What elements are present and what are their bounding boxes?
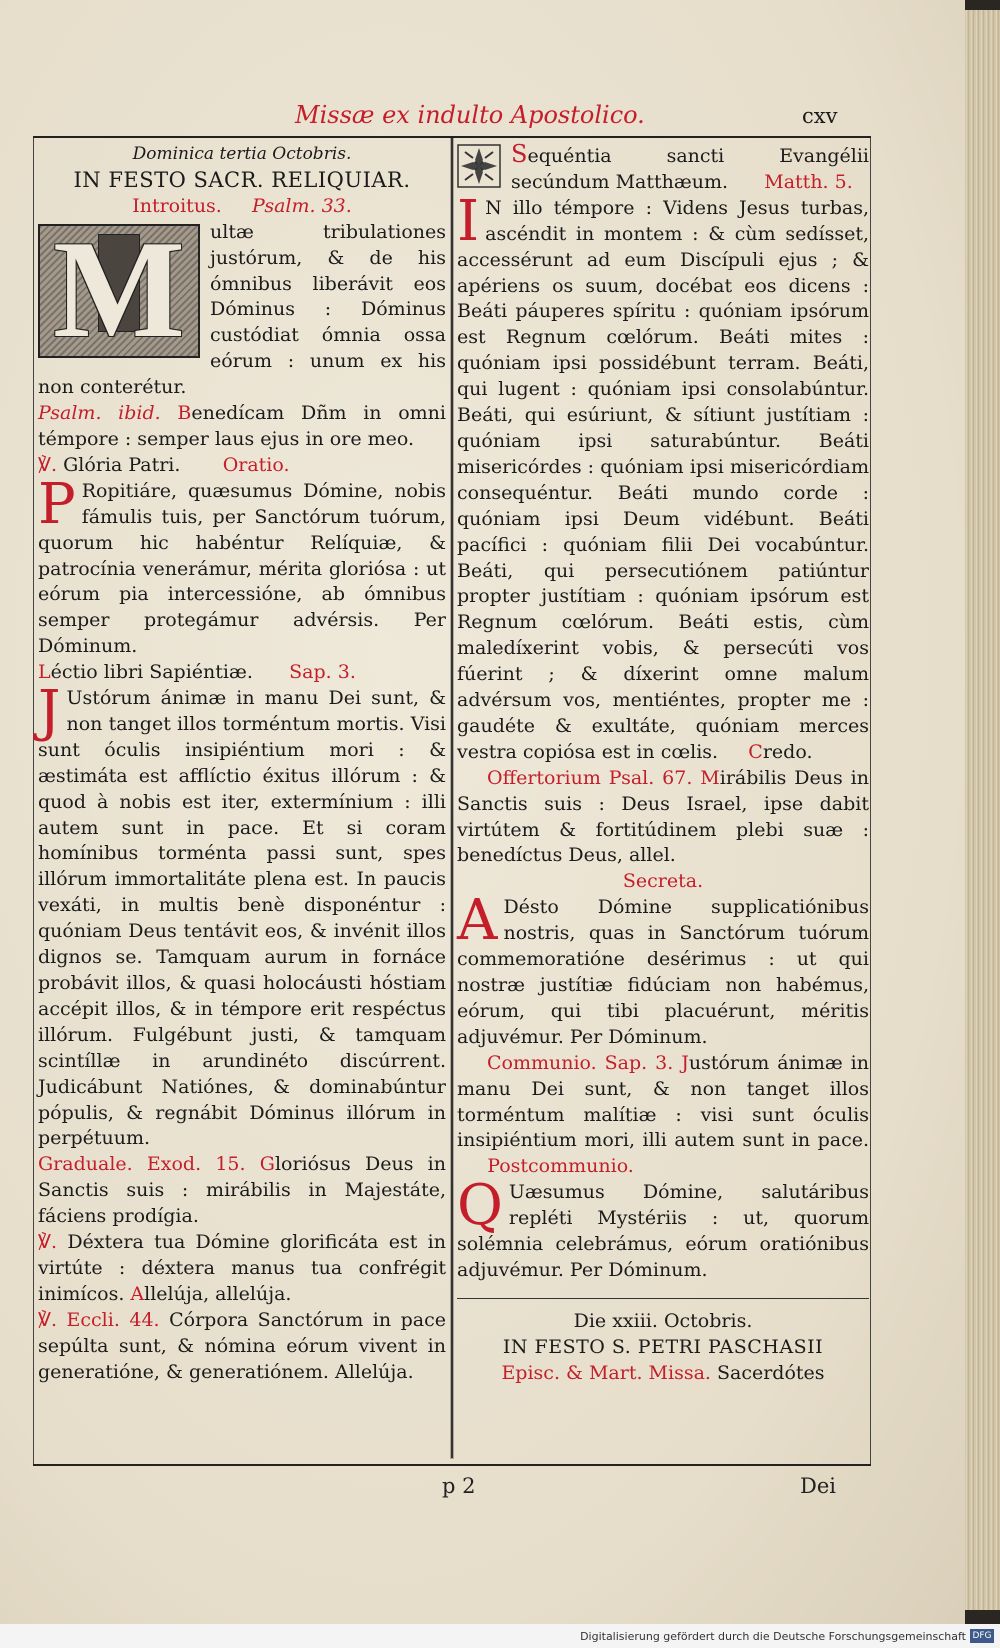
secreta-label: Secreta. (622, 870, 704, 893)
graduale-text: loriósus Deus in Sanctis suis : mirábilis in Majestáte, fáciens prodígia. (38, 1153, 446, 1228)
versicle-mark: ℣. (38, 453, 58, 476)
secreta-dropcap: A (457, 888, 498, 954)
postcommunio-paragraph (457, 1173, 869, 1284)
lectio-heading (38, 660, 446, 686)
secreta-text: Désto Dómine supplicatiónibus nostris, quas in Sanctórum tuórum commemoratióne desérimus : ut qui nostræ justítiæ fidúciam non habémus, eórum, qui tibi placuérunt, méritis adjuvémur. Per Dóminum. (457, 896, 869, 1048)
alleluia-text: llelúja, allelúja. (144, 1282, 292, 1305)
dfg-logo-icon: DFG (970, 1629, 994, 1643)
next-date: Die xxiii. Octobris. (573, 1309, 753, 1332)
psalm-line (38, 401, 446, 453)
psalm-ref: Psalm. ibid. (38, 402, 161, 425)
next-sub-line (457, 1361, 869, 1387)
signature-mark: p 2 (442, 1474, 476, 1498)
gloria-line (38, 453, 446, 479)
right-column (457, 142, 869, 1387)
feast-title: IN FESTO SACR. RELIQUIAR. (73, 167, 411, 192)
graduale-cap: G (259, 1153, 275, 1176)
frame-left-rule (33, 138, 34, 1466)
catchword: Dei (800, 1474, 836, 1498)
gospel-ref: Matth. 5. (764, 170, 853, 193)
subheading: Dominica tertia Octobris. (132, 144, 352, 164)
frame-bottom-rule (33, 1464, 871, 1466)
communio-paragraph (457, 1051, 869, 1181)
versicle2-mark: ℣. (38, 1231, 58, 1254)
communio-cap: J (681, 1051, 689, 1074)
digitization-credit-bar (0, 1624, 1000, 1648)
postcommunio-text: Uæsumus Dómine, salutáribus repléti Mystériis : ut, quorum solémnia celebrámus, eórum oratiónibus adjuvémur. Per Dóminum. (457, 1181, 869, 1281)
frame-right-rule (870, 138, 871, 1466)
gloria-text: Glória Patri. (63, 453, 181, 476)
gospel-cap: S (511, 140, 528, 168)
offertorium-text: irábilis Deus in Sanctis suis : Deus Israel, ipse dabit virtútem & fortitúdinem plebi suæ : benedíctus Deus, allel. (457, 766, 869, 867)
lectio-ref: Sap. 3. (289, 661, 356, 684)
lectio-text: Ustórum ánimæ in manu Dei sunt, & non tanget illos torméntum mortis. Visi sunt óculis insipiéntium mori : & æstimáta est afflíctio éxitus illórum : & quod à nobis est iter, extermínium : illi autem sunt in pace. Et si coram homínibus torménta passi sunt, spes illórum immortalitáte plena est. In paucis vexáti, in multis benè disponéntur : quóniam Deus tentávit eos, & invénit illos dignos se. Tamquam aurum in fornáce probávit illos, & quasi holocáusti hóstiam accépit illos, & in témpore erit respéctus illórum. Fulgébunt justi, & tamquam scintíllæ in arundinéto discúrrent. Judicábunt Natiónes, & dominabúntur pópulis, & regnábit Dóminus illórum in perpétuum. (38, 687, 446, 1150)
versicle2-text: Déxtera tua Dómine glorificáta est in virtúte : déxtera manus tua confrégit inimícos. (38, 1231, 446, 1305)
section-rule (457, 1298, 869, 1299)
lectio-dropcap: J (38, 679, 61, 745)
gospel-intro-text: equéntia sancti Evangélii secúndum Matthæum. (511, 145, 869, 193)
offertorium-paragraph (457, 766, 869, 870)
introitus-label: Introitus. (132, 194, 222, 217)
page-edge (965, 10, 1000, 1610)
page-number: cxv (802, 104, 838, 128)
psalm-text: enedícam Dñm in omni témpore : semper laus ejus in ore meo. (38, 402, 446, 450)
versicle3-ref: ℣. Eccli. 44. (38, 1308, 160, 1331)
credit-text: Digitalisierung gefördert durch die Deutsche Forschungsgemeinschaft (580, 1630, 966, 1643)
versicle3-text: Córpora Sanctórum in pace sepúlta sunt, & nómina eórum vivent in generatióne, & generatiónem. Allelúja. (38, 1308, 446, 1383)
graduale-paragraph (38, 1152, 446, 1230)
offertorium-cap: M (700, 766, 720, 789)
column-divider (451, 138, 453, 1458)
introitus-text: ultæ tribulationes justórum, & de his ómnibus liberávit eos Dóminus : Dóminus custódiat ómnia ossa eórum : unum ex his non conterétur. (38, 220, 446, 399)
communio-label: Communio. Sap. 3. (487, 1051, 674, 1074)
alleluia-cap: A (130, 1282, 145, 1305)
credo-text: redo. (762, 740, 813, 763)
postcommunio-label: Postcommunio. (487, 1155, 634, 1178)
gospel-paragraph (457, 188, 869, 766)
postcommunio-dropcap: Q (457, 1173, 503, 1239)
secreta-paragraph (457, 888, 869, 1050)
oratio-paragraph (38, 471, 446, 660)
graduale-label: Graduale. Exod. 15. (38, 1153, 246, 1176)
oratio-label: Oratio. (222, 453, 290, 476)
offertorium-label: Offertorium Psal. 67. (487, 766, 693, 789)
introitus-heading (38, 194, 446, 220)
psalm-cap: B (177, 402, 192, 425)
versicle2-paragraph (38, 1230, 446, 1308)
lectio-paragraph (38, 679, 446, 1152)
introitus-ref: Psalm. 33. (252, 194, 352, 217)
oratio-text: Ropitiáre, quæsumus Dómine, nobis fámulis tuis, per Sanctórum tuórum, quorum hic habéntur Relíquiæ, & patrocínia venerámur, mérita gloriósa : ut eórum pia intercessióne, ab ómnibus semper protegámur advérsis. Per Dóminum. (38, 479, 446, 658)
initial-letter: M (52, 223, 186, 358)
gospel-dropcap: I (457, 188, 480, 254)
next-feast: IN FESTO S. PETRI PASCHASII (502, 1335, 824, 1358)
gospel-text: N illo témpore : Videns Jesus turbas, ascéndit in montem : & cùm sedísset, accessérunt ad eum Discípuli ejus ; & apériens os suum, docébat eos dicens : Beáti páuperes spíritu : quóniam ipsórum est Regnum cœlórum. Beáti mites : quóniam ipsi possidébunt terram. Beáti, qui lugent : quóniam ipsi consolabúntur. Beáti, qui esúriunt, & sítiunt justítiam : quóniam ipsi saturabúntur. Beáti misericórdes : quóniam ipsi misericórdiam consequéntur. Beáti mundo corde : quóniam ipsi Deum vidébunt. Beáti pacífici : quóniam filii Dei vocabúntur. Beáti, qui persecutiónem patiúntur propter justítiam : quóniam ipsórum est Regnum cœlórum. Beáti estis, cùm maledíxerint vobis, & persecúti vos fúerint ; & díxerint omne malum advérsum vos, mentiéntes, propter me : gaudéte & exultáte, quóniam merces vestra copiósa est in cœlis. (457, 196, 869, 763)
versicle3-paragraph (38, 1308, 446, 1386)
next-sub: Episc. & Mart. Missa. (501, 1361, 711, 1384)
oratio-dropcap: P (38, 471, 76, 537)
next-sub-tail: Sacerdótes (717, 1361, 825, 1384)
lectio-cap: L (38, 661, 51, 684)
woodcut-initial (38, 224, 200, 358)
gospel-intro (457, 142, 869, 196)
running-head-title: Missæ ex indulto Apostolico. (295, 101, 645, 129)
floral-ornament-icon (457, 144, 501, 188)
lectio-label: éctio libri Sapiéntiæ. (50, 661, 253, 684)
credo-cap: C (748, 740, 763, 763)
left-column (38, 142, 446, 1386)
communio-text: ustórum ánimæ in manu Dei sunt, & non tanget illos torméntum malítiæ : visi sunt óculis insipiéntium mori, illi autem sunt in pace. (457, 1051, 869, 1152)
